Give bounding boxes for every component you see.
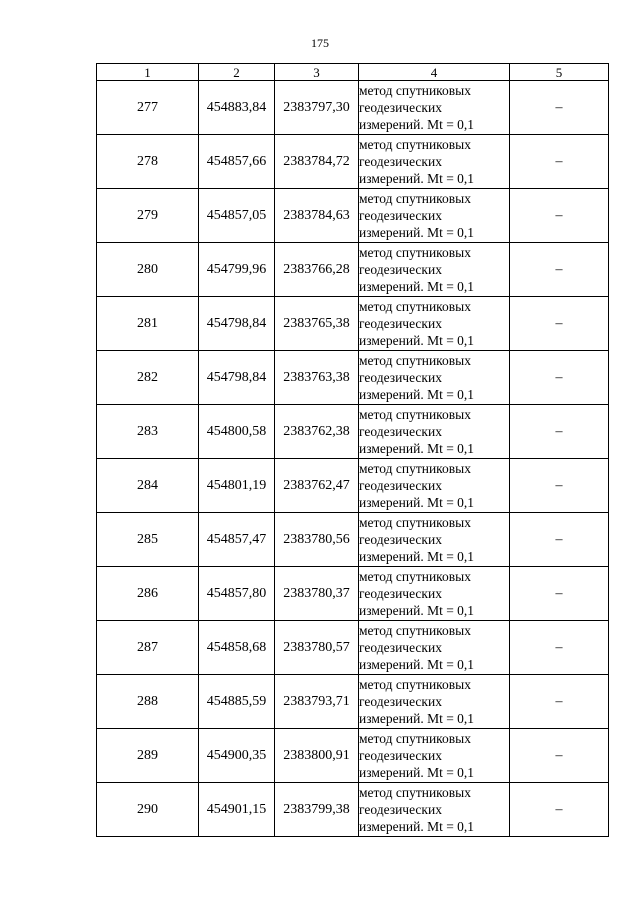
y-coordinate-cell: 2383797,30 — [275, 81, 359, 135]
method-line: измерений. Mt = 0,1 — [359, 333, 475, 348]
method-line: геодезических — [359, 478, 442, 493]
table-row — [97, 243, 609, 297]
note-cell: – — [510, 81, 609, 135]
note-cell: – — [510, 297, 609, 351]
table-row — [97, 513, 609, 567]
method-line: метод спутниковых — [359, 623, 471, 638]
table-row — [97, 783, 609, 837]
note-cell: – — [510, 135, 609, 189]
table-row — [97, 459, 609, 513]
method-line: измерений. Mt = 0,1 — [359, 549, 475, 564]
x-coordinate-cell: 454883,84 — [199, 81, 275, 135]
method-cell — [359, 513, 510, 567]
note-cell: – — [510, 729, 609, 783]
point-number-cell: 286 — [97, 567, 199, 621]
x-coordinate-cell: 454798,84 — [199, 297, 275, 351]
note-cell: – — [510, 783, 609, 837]
method-cell — [359, 459, 510, 513]
header-col-4: 4 — [359, 64, 510, 81]
coordinates-table — [96, 63, 609, 837]
table-row — [97, 675, 609, 729]
method-line: измерений. Mt = 0,1 — [359, 711, 475, 726]
x-coordinate-cell: 454900,35 — [199, 729, 275, 783]
table-body — [97, 81, 609, 837]
method-cell — [359, 729, 510, 783]
method-line: геодезических — [359, 370, 442, 385]
note-cell: – — [510, 513, 609, 567]
y-coordinate-cell: 2383793,71 — [275, 675, 359, 729]
y-coordinate-cell: 2383780,37 — [275, 567, 359, 621]
method-cell — [359, 621, 510, 675]
y-coordinate-cell: 2383780,57 — [275, 621, 359, 675]
point-number-cell: 287 — [97, 621, 199, 675]
y-coordinate-cell: 2383762,47 — [275, 459, 359, 513]
x-coordinate-cell: 454885,59 — [199, 675, 275, 729]
method-line: метод спутниковых — [359, 407, 471, 422]
note-cell: – — [510, 405, 609, 459]
point-number-cell: 283 — [97, 405, 199, 459]
table-row — [97, 135, 609, 189]
method-line: измерений. Mt = 0,1 — [359, 441, 475, 456]
method-line: метод спутниковых — [359, 191, 471, 206]
method-cell — [359, 351, 510, 405]
y-coordinate-cell: 2383766,28 — [275, 243, 359, 297]
x-coordinate-cell: 454800,58 — [199, 405, 275, 459]
method-line: измерений. Mt = 0,1 — [359, 819, 475, 834]
method-line: геодезических — [359, 154, 442, 169]
table-row — [97, 729, 609, 783]
y-coordinate-cell: 2383784,63 — [275, 189, 359, 243]
method-line: измерений. Mt = 0,1 — [359, 171, 475, 186]
point-number-cell: 289 — [97, 729, 199, 783]
method-cell — [359, 297, 510, 351]
method-cell — [359, 675, 510, 729]
method-line: геодезических — [359, 802, 442, 817]
method-line: метод спутниковых — [359, 785, 471, 800]
method-line: измерений. Mt = 0,1 — [359, 387, 475, 402]
note-cell: – — [510, 243, 609, 297]
header-col-5: 5 — [510, 64, 609, 81]
method-line: измерений. Mt = 0,1 — [359, 279, 475, 294]
method-cell — [359, 243, 510, 297]
y-coordinate-cell: 2383800,91 — [275, 729, 359, 783]
y-coordinate-cell: 2383780,56 — [275, 513, 359, 567]
point-number-cell: 288 — [97, 675, 199, 729]
y-coordinate-cell: 2383762,38 — [275, 405, 359, 459]
point-number-cell: 277 — [97, 81, 199, 135]
method-cell — [359, 567, 510, 621]
method-line: геодезических — [359, 316, 442, 331]
y-coordinate-cell: 2383763,38 — [275, 351, 359, 405]
table-row — [97, 567, 609, 621]
method-line: измерений. Mt = 0,1 — [359, 603, 475, 618]
point-number-cell: 280 — [97, 243, 199, 297]
method-line: геодезических — [359, 100, 442, 115]
point-number-cell: 281 — [97, 297, 199, 351]
header-row — [97, 64, 609, 81]
table-row — [97, 189, 609, 243]
note-cell: – — [510, 675, 609, 729]
method-cell — [359, 405, 510, 459]
method-cell — [359, 783, 510, 837]
x-coordinate-cell: 454857,05 — [199, 189, 275, 243]
point-number-cell: 290 — [97, 783, 199, 837]
method-line: измерений. Mt = 0,1 — [359, 657, 475, 672]
method-line: метод спутниковых — [359, 461, 471, 476]
x-coordinate-cell: 454901,15 — [199, 783, 275, 837]
method-line: метод спутниковых — [359, 353, 471, 368]
x-coordinate-cell: 454857,66 — [199, 135, 275, 189]
page-number: 175 — [311, 36, 329, 50]
method-cell — [359, 135, 510, 189]
method-line: метод спутниковых — [359, 299, 471, 314]
y-coordinate-cell: 2383784,72 — [275, 135, 359, 189]
method-line: геодезических — [359, 262, 442, 277]
table-row — [97, 405, 609, 459]
x-coordinate-cell: 454857,80 — [199, 567, 275, 621]
header-col-2: 2 — [199, 64, 275, 81]
header-col-3: 3 — [275, 64, 359, 81]
table-row — [97, 297, 609, 351]
table-row — [97, 351, 609, 405]
method-line: метод спутниковых — [359, 245, 471, 260]
method-line: метод спутниковых — [359, 569, 471, 584]
method-line: метод спутниковых — [359, 137, 471, 152]
method-line: геодезических — [359, 640, 442, 655]
method-line: метод спутниковых — [359, 515, 471, 530]
header-col-1: 1 — [97, 64, 199, 81]
note-cell: – — [510, 189, 609, 243]
note-cell: – — [510, 621, 609, 675]
table-row — [97, 621, 609, 675]
y-coordinate-cell: 2383799,38 — [275, 783, 359, 837]
method-cell — [359, 81, 510, 135]
point-number-cell: 284 — [97, 459, 199, 513]
method-line: измерений. Mt = 0,1 — [359, 117, 475, 132]
method-line: геодезических — [359, 694, 442, 709]
x-coordinate-cell: 454858,68 — [199, 621, 275, 675]
method-cell — [359, 189, 510, 243]
method-line: метод спутниковых — [359, 677, 471, 692]
point-number-cell: 279 — [97, 189, 199, 243]
x-coordinate-cell: 454857,47 — [199, 513, 275, 567]
table-row — [97, 81, 609, 135]
method-line: геодезических — [359, 208, 442, 223]
note-cell: – — [510, 567, 609, 621]
y-coordinate-cell: 2383765,38 — [275, 297, 359, 351]
x-coordinate-cell: 454799,96 — [199, 243, 275, 297]
point-number-cell: 278 — [97, 135, 199, 189]
method-line: измерений. Mt = 0,1 — [359, 765, 475, 780]
point-number-cell: 285 — [97, 513, 199, 567]
method-line: метод спутниковых — [359, 83, 471, 98]
method-line: измерений. Mt = 0,1 — [359, 495, 475, 510]
note-cell: – — [510, 351, 609, 405]
method-line: геодезических — [359, 586, 442, 601]
method-line: геодезических — [359, 424, 442, 439]
method-line: геодезических — [359, 748, 442, 763]
x-coordinate-cell: 454801,19 — [199, 459, 275, 513]
point-number-cell: 282 — [97, 351, 199, 405]
method-line: метод спутниковых — [359, 731, 471, 746]
x-coordinate-cell: 454798,84 — [199, 351, 275, 405]
method-line: геодезических — [359, 532, 442, 547]
method-line: измерений. Mt = 0,1 — [359, 225, 475, 240]
note-cell: – — [510, 459, 609, 513]
